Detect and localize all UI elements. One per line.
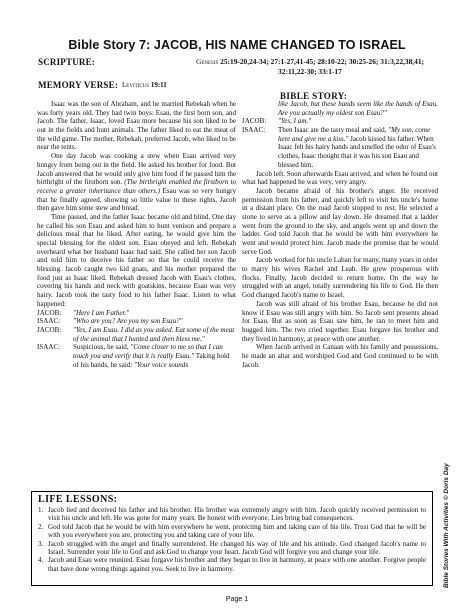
life-lessons-box: [31, 491, 433, 586]
story-paragraph: Time passed, and the father Isaac became old and blind. One day he called his son Esau and asked him to hunt venison and prepare a delicious meal that he liked. After eating, he would give him the special blessing for the oldest son. Esau obeyed and left. Rebekah overheard what her husband Isaac had said. She called her son Jacob and told him to deceive his father so that he could receive the blessing. Jacob caught two kid goats, and his mother prepared the food just as Isaac liked. Rebekah dressed Jacob with Esau's clothes, covering his hands and neck with goatskins, because Esau was very hairy. Jacob took the tasty food to his father Isaac. Listen to what happened:: [37, 212, 236, 308]
story-column-left: [37, 100, 236, 369]
story-paragraph: Jacob became afraid of his brother's anger. He received permission from his father, and quickly left to visit his uncle's home in a distant place. On the road Jacob stopped to rest. He selected a stone to serve as a pillow and lay down. He dreamed that a ladder went from the ground to the sky, and angels went up and down the ladder. God told Jacob that he would be with him everywhere he went and would protect him. Jacob made the promise that he would serve God.: [242, 186, 438, 256]
bible-story-label: BIBLE STORY:: [280, 91, 348, 101]
scripture-references: [160, 57, 460, 77]
scripture-line-1: 25:19-20,24-34; 27:1-27,41-45; 28:10-22; 30:25-26; 31:3,22,38,41;: [220, 57, 424, 66]
lesson-item: [38, 523, 426, 540]
story-column-right: [242, 100, 438, 369]
lesson-item: [38, 556, 426, 573]
speaker: JACOB:: [242, 117, 267, 126]
story-paragraph: Isaac was the son of Abraham, and he married Rebekah when he was forty years old. They had twin boys: Esau, the first born son, and Jacob. The father, Isaac, loved Esau more because his son liked to be out in the fields and hunt animals. The father liked to eat the meat of the wild game. The mother, Rebekah, preferred Jacob, who liked to be near the tents.: [37, 100, 236, 152]
scripture-line-2: 32:11,22-30; 33:1-17: [278, 67, 342, 76]
story-paragraph: When Jacob arrived in Canaan with his family and possessions, he made an altar and worshiped God and God continued to be with Jacob.: [242, 343, 438, 369]
dialogue-line: [37, 317, 236, 326]
speaker: JACOB:: [37, 308, 62, 317]
speech: "Yes, I am.": [278, 117, 312, 126]
scripture-label: SCRIPTURE:: [38, 57, 96, 67]
memory-verse-reference: [122, 81, 167, 89]
lesson-item: [38, 540, 426, 557]
lesson-number: 1.: [38, 506, 44, 514]
speech-continued: like Jacob, but these hands seem like the hands of Esau. Are you actually my oldest son Esau?": [278, 100, 438, 117]
dialogue-line: [242, 126, 438, 169]
birthright-note: (The birthright enabled the firstborn to receive a greater inheritance than others.): [37, 178, 236, 195]
speech: Suspicious, he said, "Come closer to me so that I can touch you and verify that it is really Esau." Taking hold of his hands, he said: "Your voice sounds: [73, 343, 230, 369]
dialogue-line: [37, 326, 236, 343]
speech: "Yes, I am Esau. I did as you asked. Eat some of the meat of the animal that I hunted and then bless me.": [73, 325, 235, 343]
story-paragraph: One day Jacob was cooking a stew when Esau arrived very hungry from being out in the field. He asked his brother for food. But Jacob answered that he would only give him food if he passed him the birthright of the firstborn son. (The birthright enabled the firstborn to receive a greater inheritance than others.) Esau was so very hungry that he finally agreed, showing so little value to these rights, Jacob then gave him some stew and bread.: [37, 152, 236, 213]
copyright-credit: Bible Stories With Activities © Doris Day: [443, 463, 450, 588]
lesson-number: 2.: [38, 522, 44, 531]
life-lessons-heading: LIFE LESSONS:: [38, 494, 118, 505]
page-number: Page 1: [225, 596, 249, 603]
dialogue-line: [37, 309, 236, 318]
story-paragraph: Jacob left. Soon afterwards Esau arrived, and when he found out what had happened he was very, very angry.: [242, 169, 438, 187]
dialogue-line: [37, 343, 236, 369]
page-title: Bible Story 7: JACOB, HIS NAME CHANGED TO ISRAEL: [68, 38, 406, 52]
speech: "Who are you? Are you my son Esau?": [73, 317, 183, 326]
speaker: JACOB:: [37, 325, 62, 334]
dialogue-line: [242, 117, 438, 126]
speaker: ISAAC:: [37, 317, 61, 326]
speech: Then Isaac ate the tasty meal and said, "My son, come here and give me a kiss." Jacob kissed his father. When Isaac felt his hairy hands and smelled the odor of Esau's clothes, Isaac thought that it was his son Esau and blessed him.: [278, 126, 436, 169]
lesson-text: Jacob struggled with the angel and finally surrendered. He changed his way of life and his attitude. God changed Jacob's name to Israel. Surrender your life to God and ask God to change your heart. Jacob God will forgive you and change your life.: [48, 539, 426, 557]
memory-verse-book: Leviticus: [122, 81, 150, 89]
story-paragraph: Jacob worked for his uncle Laban for many, many years in order to marry his wives Rachel and Leah. He grew prosperous with flocks. Finally, Jacob decided to return home. On the way he struggled with an angel, totally surrendering his life to God. He then God changed Jacob's name to Israel.: [242, 256, 438, 300]
lesson-number: 3.: [38, 539, 44, 548]
speaker: ISAAC:: [37, 343, 61, 352]
speech: "Here I am Father.": [73, 308, 130, 317]
scripture-book: Genesis: [196, 57, 219, 66]
lesson-number: 4.: [38, 556, 44, 565]
memory-verse-ref: 19:11: [150, 81, 167, 89]
lesson-item: [38, 506, 426, 523]
lesson-text: Jacob lied and deceived his father and his brother. His brother was extremely angry with him. Jacob quickly received permission to visit his uncle and left. He was gone for many years. Be honest with everyone. Lies bring bad consequences.: [48, 506, 426, 523]
story-paragraph: Jacob was still afraid of his brother Esau, because he did not know if Esau was still angry with him. So Jacob sent presents ahead for Esau. But as soon as Esau saw him, he ran to meet him and hugged him. The two cried together. Esau forgave his brother and they lived in harmony, at peace with one another.: [242, 299, 438, 343]
memory-verse-label: MEMORY VERSE:: [38, 80, 119, 90]
lesson-text: Jacob and Esau were reunited. Esau forgave his brother and they began to live in harmony, at peace with one another. Forgive people that have done wrong things against you. Seek to live in harmony.: [48, 556, 426, 573]
lesson-text: God told Jacob that he would be with him everywhere he went, protecting him and taking care of his life. Trust God that he will be with you everywhere you are, protecting you and taking care of your life.: [48, 522, 426, 540]
speaker: ISAAC:: [242, 126, 266, 135]
